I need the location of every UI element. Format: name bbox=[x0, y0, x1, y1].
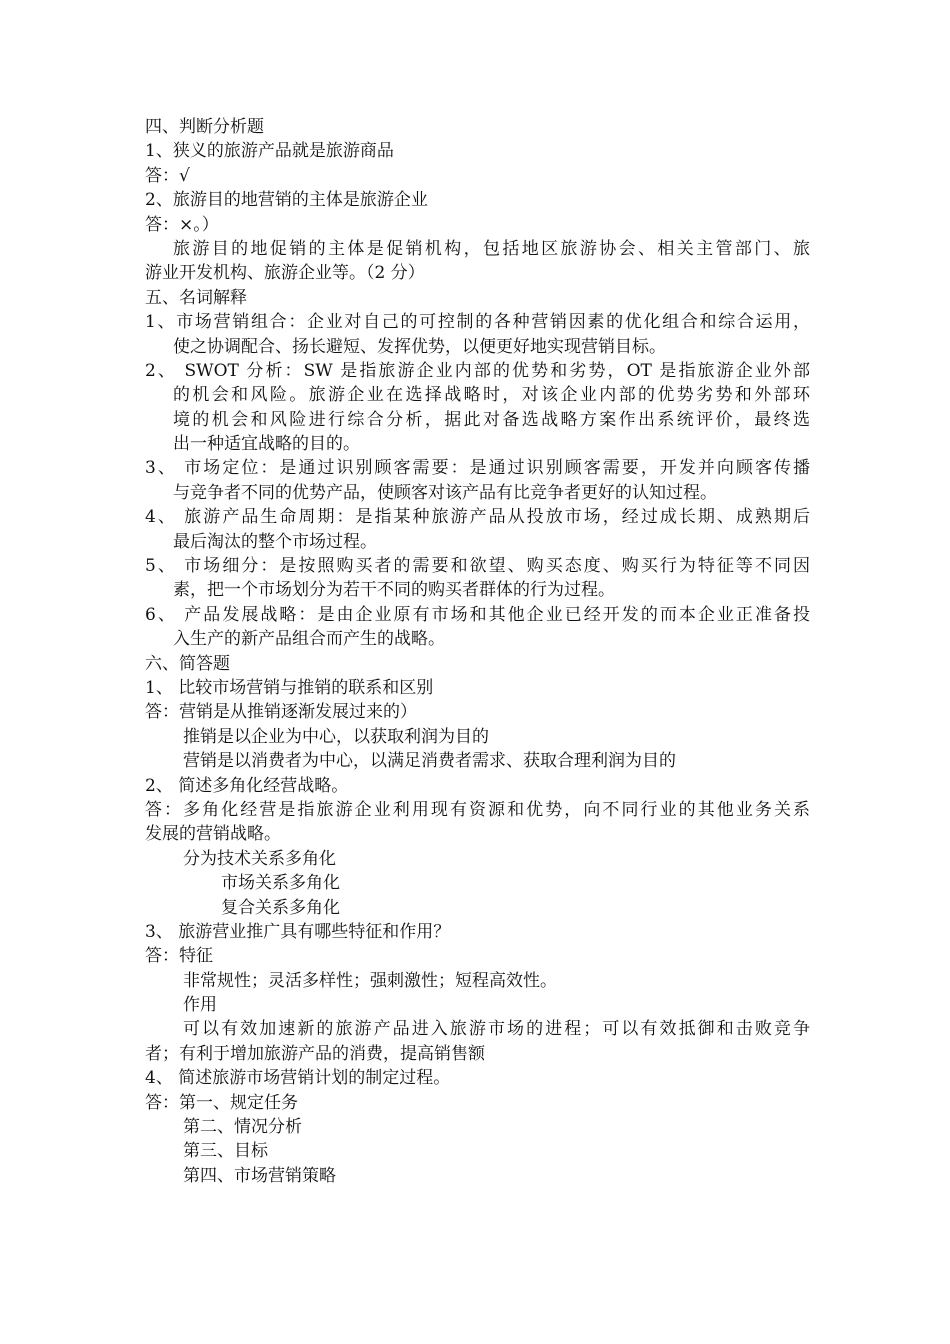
term-5-line-2: 素，把一个市场划分为若干不同的购买者群体的行为过程。 bbox=[173, 580, 615, 601]
term-4-line-2: 最后淘汰的整个市场过程。 bbox=[173, 531, 377, 552]
term-3-line-2: 与竞争者不同的优势产品，使顾客对该产品有比竞争者更好的认知过程。 bbox=[173, 482, 717, 503]
short-answer-2-line-3: 分为技术关系多角化 bbox=[183, 848, 336, 869]
term-2-line-4: 出一种适宜战略的目的。 bbox=[173, 434, 360, 455]
judgment-question-1: 1、狭义的旅游产品就是旅游商品 bbox=[145, 141, 394, 162]
short-answer-3-line-2: 非常规性；灵活多样性；强刺激性；短程高效性。 bbox=[183, 970, 557, 991]
judgment-question-2: 2、旅游目的地营销的主体是旅游企业 bbox=[145, 190, 428, 211]
short-answer-3-line-3: 作用 bbox=[183, 995, 217, 1016]
term-6-line-2: 入生产的新产品组合而产生的战略。 bbox=[173, 629, 445, 650]
section-4-heading: 四、判断分析题 bbox=[145, 117, 264, 137]
judgment-answer-1: 答：√ bbox=[145, 165, 190, 186]
term-5-line-1: 5、 市场细分：是按照购买者的需要和欲望、购买态度、购买行为特征等不同因 bbox=[145, 556, 810, 577]
term-1-line-1: 1、市场营销组合：企业对自己的可控制的各种营销因素的优化组合和综合运用， bbox=[145, 312, 810, 333]
term-2-line-3: 境的机会和风险进行综合分析，据此对备选战略方案作出系统评价，最终选 bbox=[173, 409, 810, 430]
judgment-explanation-line-2: 游业开发机构、旅游企业等。（2 分） bbox=[145, 263, 425, 284]
short-answer-4-line-2: 第二、情况分析 bbox=[183, 1117, 302, 1138]
short-answer-1-line-2: 推销是以企业为中心，以获取利润为目的 bbox=[183, 726, 489, 747]
short-answer-4-line-3: 第三、目标 bbox=[183, 1141, 268, 1162]
section-5-heading: 五、名词解释 bbox=[145, 287, 247, 308]
term-2-line-2: 的机会和风险。旅游企业在选择战略时，对该企业内部的优势劣势和外部环 bbox=[173, 385, 810, 406]
short-answer-3-line-4: 可以有效加速新的旅游产品进入旅游市场的进程；可以有效抵御和击败竞争 bbox=[183, 1019, 810, 1040]
term-2-line-1: 2、 SWOT 分析：SW 是指旅游企业内部的优势和劣势，OT 是指旅游企业外部 bbox=[145, 360, 810, 381]
short-answer-1-line-3: 营销是以消费者为中心，以满足消费者需求、获取合理利润为目的 bbox=[183, 751, 676, 772]
section-6-heading: 六、简答题 bbox=[145, 653, 230, 674]
judgment-explanation-line-1: 旅游目的地促销的主体是促销机构，包括地区旅游协会、相关主管部门、旅 bbox=[173, 238, 810, 259]
short-question-2: 2、 简述多角化经营战略。 bbox=[145, 775, 349, 796]
short-question-1: 1、 比较市场营销与推销的联系和区别 bbox=[145, 677, 434, 698]
term-1-line-2: 使之协调配合、扬长避短、发挥优势，以便更好地实现营销目标。 bbox=[173, 336, 666, 357]
short-answer-3-line-1: 答：特征 bbox=[145, 946, 213, 967]
short-answer-2-line-4: 市场关系多角化 bbox=[221, 873, 340, 894]
short-question-4: 4、 简述旅游市场营销计划的制定过程。 bbox=[145, 1068, 451, 1089]
short-answer-2-line-2: 发展的营销战略。 bbox=[145, 824, 281, 845]
short-answer-1-line-1: 答：营销是从推销逐渐发展过来的） bbox=[145, 702, 417, 723]
term-4-line-1: 4、 旅游产品生命周期：是指某种旅游产品从投放市场，经过成长期、成熟期后 bbox=[145, 507, 810, 528]
short-question-3: 3、 旅游营业推广具有哪些特征和作用？ bbox=[145, 921, 451, 942]
document-content bbox=[145, 115, 810, 1188]
judgment-answer-2: 答：×。） bbox=[145, 214, 219, 235]
short-answer-2-line-5: 复合关系多角化 bbox=[221, 897, 340, 918]
term-3-line-1: 3、 市场定位：是通过识别顾客需要：是通过识别顾客需要，开发并向顾客传播 bbox=[145, 458, 810, 479]
short-answer-4-line-1: 答：第一、规定任务 bbox=[145, 1092, 298, 1113]
short-answer-4-line-4: 第四、市场营销策略 bbox=[183, 1165, 336, 1186]
short-answer-2-line-1: 答：多角化经营是指旅游企业利用现有资源和优势，向不同行业的其他业务关系 bbox=[145, 799, 810, 820]
term-6-line-1: 6、 产品发展战略：是由企业原有市场和其他企业已经开发的而本企业正准备投 bbox=[145, 604, 810, 625]
short-answer-3-line-5: 者；有利于增加旅游产品的消费，提高销售额 bbox=[145, 1043, 485, 1064]
